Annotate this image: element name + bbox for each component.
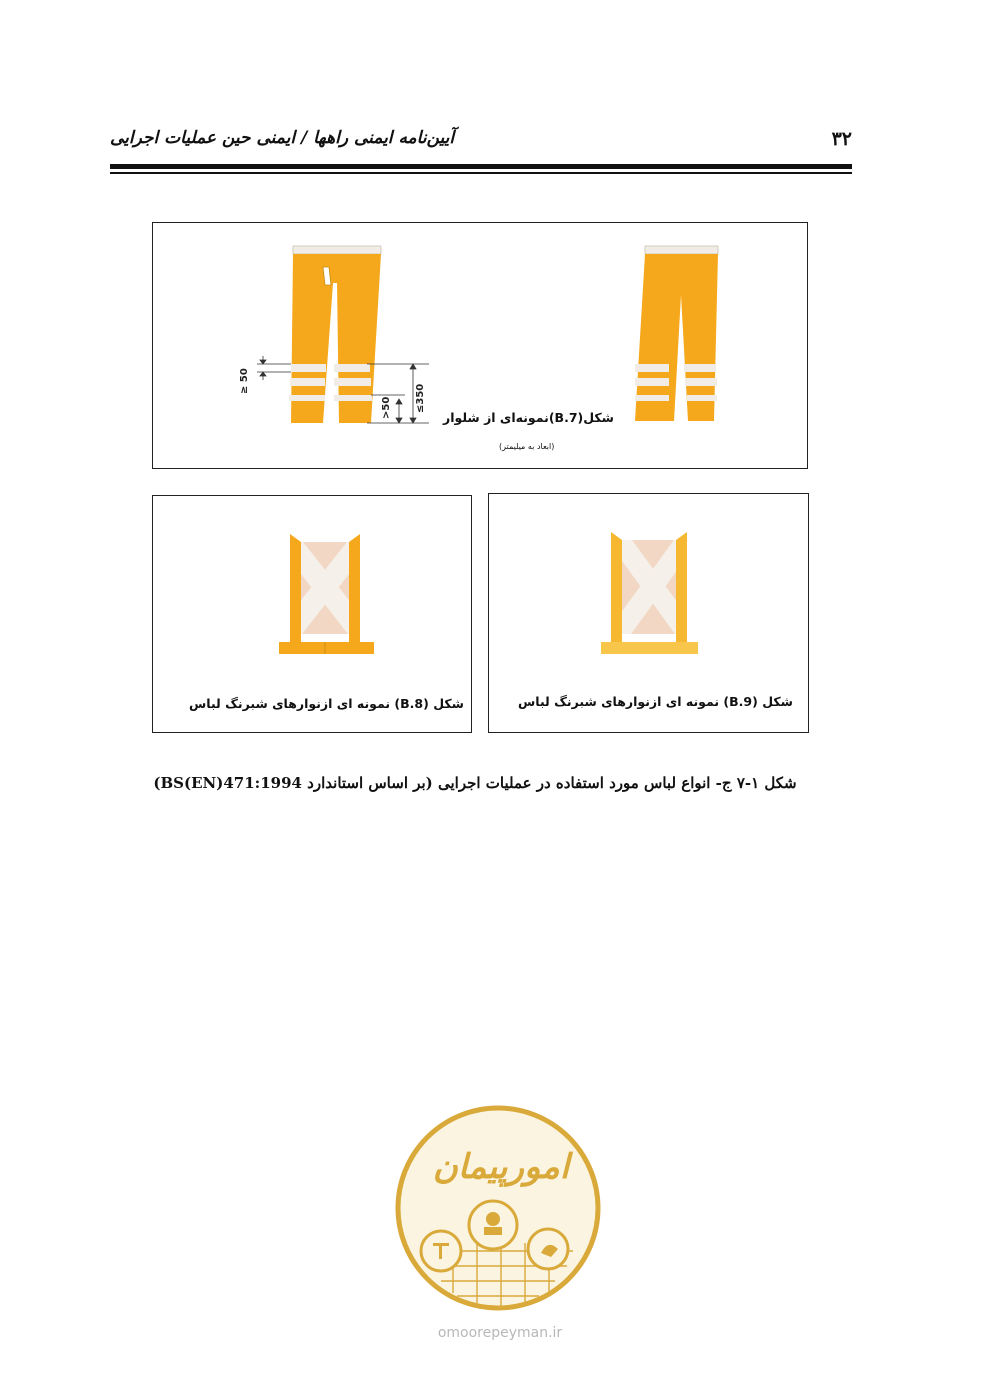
dim-band-label: ≥ 50 [239, 368, 250, 394]
figure-caption: شکل ۱-۷ ج- انواع لباس مورد استفاده در عملیات اجرایی (بر اساس استاندارد BS(EN)471:1994) [153, 774, 797, 792]
figure-b7-subcaption: (ابعاد به میلیمتر) [499, 442, 555, 451]
figure-b8-panel [152, 495, 472, 733]
dim-bottom-label: >50 [381, 396, 392, 419]
figure-b7-panel [152, 222, 808, 469]
watermark-url: omoorepeyman.ir [437, 1325, 563, 1341]
figure-b7-caption: شکل(B.7)نمونه‌ای از شلوار [443, 410, 614, 425]
figure-b9-panel [488, 493, 809, 733]
header-rule-thin [110, 172, 852, 174]
page-number: ۳۲ [831, 128, 852, 150]
logo-text: امورپیمان [432, 1147, 570, 1187]
figure-b8-caption: شکل (B.8) نمونه ای ازنوارهای شبرنگ لباس [189, 696, 464, 711]
trousers-left [289, 246, 381, 423]
trousers-illustration [153, 223, 809, 470]
dim-total-label: ≤350 [415, 383, 426, 413]
figure-b9-caption: شکل (B.9) نمونه ای ازنوارهای شبرنگ لباس [518, 694, 793, 709]
trousers-right [635, 246, 718, 421]
omoorepeyman-logo [393, 1103, 603, 1313]
header-rule-thick [110, 164, 852, 169]
header-title: آیین‌نامه ایمنی راهها / ایمنی حین عملیات اجرایی [110, 128, 455, 148]
